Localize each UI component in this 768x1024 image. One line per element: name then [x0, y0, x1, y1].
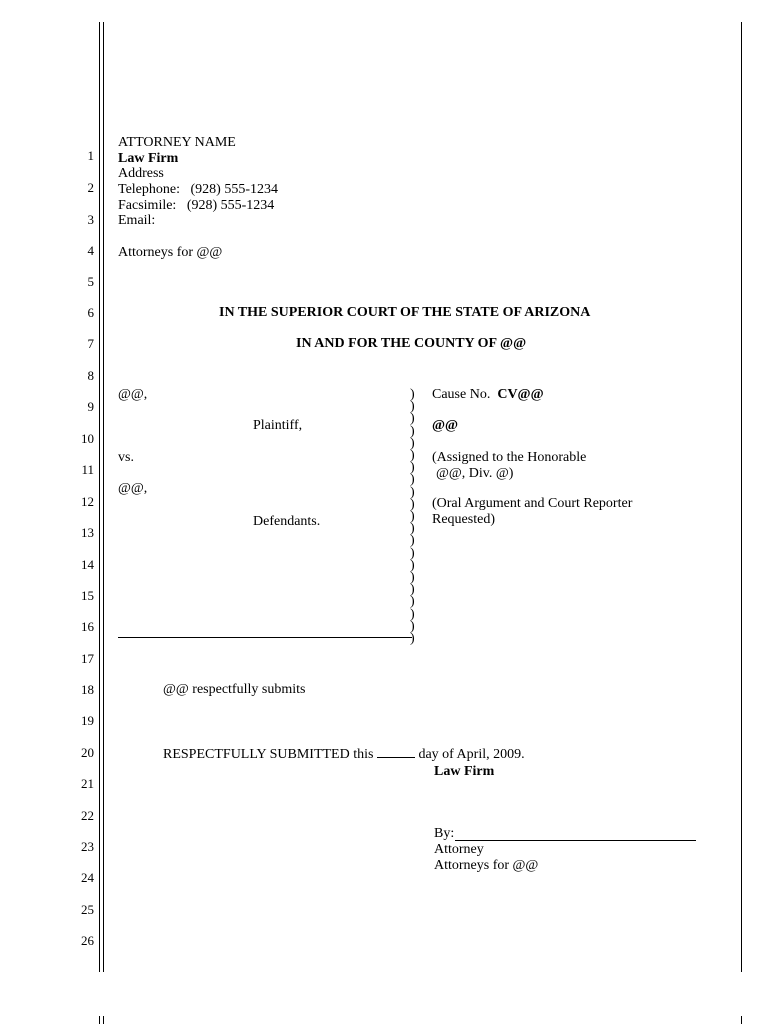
line-number: 2 [87, 180, 94, 195]
caption-paren: ) [410, 606, 415, 622]
caption-paren: ) [410, 545, 415, 561]
line-number: 5 [87, 274, 94, 289]
line-number: 17 [81, 651, 94, 666]
respectfully-submitted [163, 745, 525, 763]
cause-label: Cause No. [432, 387, 491, 402]
caption-paren: ) [410, 472, 415, 488]
caption-paren: ) [410, 594, 415, 610]
attorney-name: ATTORNEY NAME [118, 135, 236, 150]
cause-number-value: CV@@ [497, 387, 544, 402]
caption-paren: ) [410, 521, 415, 537]
next-page-rule-outer [99, 1016, 100, 1024]
assigned-judge-line2: @@, Div. @) [436, 466, 514, 481]
vs-label: vs. [118, 450, 134, 465]
caption-paren: ) [410, 423, 415, 439]
caption-paren: ) [410, 399, 415, 415]
line-number: 20 [81, 745, 94, 760]
caption-bottom-rule [118, 637, 412, 638]
defendant-label: Defendants. [253, 514, 321, 529]
caption-paren: ) [410, 557, 415, 573]
signature-attorneys-for: Attorneys for @@ [434, 858, 539, 873]
next-page-rule-right [741, 1016, 742, 1024]
submits-paragraph: @@ respectfully submits [163, 682, 306, 697]
signature-line [455, 840, 696, 841]
facsimile: Facsimile: (928) 555-1234 [118, 198, 275, 213]
signature-by: By: [434, 826, 455, 841]
caption-paren: ) [410, 496, 415, 512]
submitted-text-after: day of April, 2009. [418, 747, 525, 762]
court-title-line2: IN AND FOR THE COUNTY OF @@ [296, 336, 527, 351]
line-number: 22 [81, 808, 94, 823]
telephone: Telephone: (928) 555-1234 [118, 182, 278, 197]
line-number: 26 [81, 933, 94, 948]
left-margin-rule-inner [103, 22, 104, 972]
line-number: 13 [81, 525, 94, 540]
line-number: 23 [81, 839, 94, 854]
line-number: 6 [87, 305, 94, 320]
signature-law-firm: Law Firm [434, 764, 495, 779]
line-number: 1 [87, 148, 94, 163]
line-number: 7 [87, 336, 94, 351]
next-page-rule-inner [103, 1016, 104, 1024]
caption-paren: ) [410, 533, 415, 549]
left-margin-rule-outer [99, 22, 100, 972]
line-number: 25 [81, 902, 94, 917]
defendant-name: @@, [118, 481, 148, 496]
caption-paren: ) [410, 460, 415, 476]
cause-number [432, 387, 544, 403]
caption-paren: ) [410, 387, 415, 402]
law-firm: Law Firm [118, 151, 179, 166]
line-number: 3 [87, 212, 94, 227]
line-number: 12 [81, 494, 94, 509]
oral-argument-line2: Requested) [432, 512, 495, 527]
caption-paren: ) [410, 448, 415, 463]
signature-attorney: Attorney [434, 842, 484, 857]
caption-paren: ) [410, 618, 415, 634]
line-number: 11 [81, 462, 94, 477]
plaintiff-label: Plaintiff, [253, 418, 303, 433]
line-number: 19 [81, 713, 94, 728]
line-number: 15 [81, 588, 94, 603]
line-number: 10 [81, 431, 94, 446]
attorneys-for: Attorneys for @@ [118, 245, 223, 260]
line-number: 16 [81, 619, 94, 634]
line-number: 9 [87, 399, 94, 414]
line-number: 14 [81, 557, 94, 572]
caption-paren: ) [410, 484, 415, 500]
caption-paren: ) [410, 435, 415, 451]
caption-paren: ) [410, 509, 415, 524]
day-blank [377, 745, 415, 758]
address: Address [118, 166, 164, 181]
line-number: 4 [87, 243, 94, 258]
caption-paren: ) [410, 570, 415, 585]
caption-paren: ) [410, 411, 415, 427]
assigned-judge-line1: (Assigned to the Honorable [432, 450, 587, 465]
oral-argument-line1: (Oral Argument and Court Reporter [432, 496, 633, 511]
document-title: @@ [432, 418, 459, 433]
email: Email: [118, 213, 156, 228]
submitted-text-before: RESPECTFULLY SUBMITTED this [163, 747, 374, 762]
line-number: 24 [81, 870, 94, 885]
caption-paren: ) [410, 631, 415, 646]
line-number: 8 [87, 368, 94, 383]
plaintiff-name: @@, [118, 387, 148, 402]
court-title-line1: IN THE SUPERIOR COURT OF THE STATE OF ARIZONA [219, 305, 591, 320]
caption-paren: ) [410, 582, 415, 598]
line-number: 18 [81, 682, 94, 697]
line-number: 21 [81, 776, 94, 791]
right-margin-rule [741, 22, 742, 972]
